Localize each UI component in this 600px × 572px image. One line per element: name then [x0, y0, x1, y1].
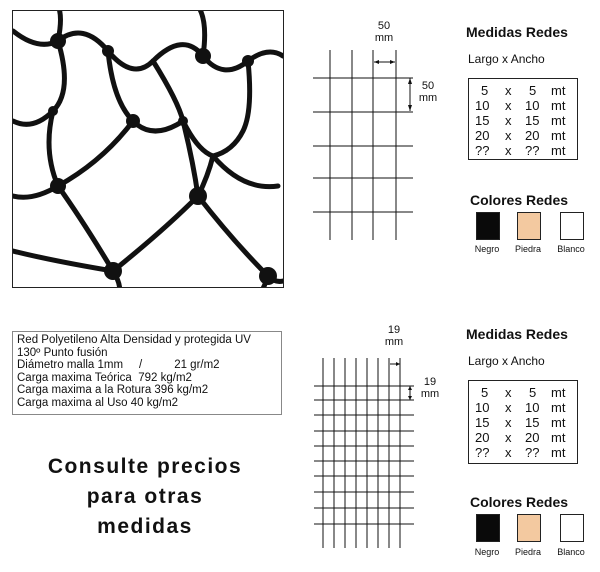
size-unit: mt [551, 385, 566, 400]
size-length: 10 [475, 98, 490, 113]
size-row [469, 98, 577, 113]
swatch-label: Blanco [557, 547, 585, 557]
swatch-label: Blanco [557, 244, 585, 254]
size-x: x [505, 143, 512, 158]
size-length: 5 [481, 385, 489, 400]
colors-title: Colores Redes [470, 494, 569, 510]
net-photo [12, 10, 284, 288]
swatch-label: Piedra [514, 244, 541, 254]
spec-line: Red Polyetileno Alta Densidad y protegida UV [17, 334, 251, 346]
mesh-height-label: 50 mm [418, 80, 438, 104]
size-unit: mt [551, 98, 566, 113]
size-row [469, 415, 577, 430]
mesh-diagram-50mm [310, 20, 460, 250]
mesh-height-label: 19 mm [420, 376, 440, 400]
size-width: 20 [525, 128, 540, 143]
promo-line: Consulte precios [47, 455, 243, 478]
size-row [469, 83, 577, 98]
promo-text [10, 452, 280, 542]
size-row [469, 113, 577, 128]
swatch-label: Negro [474, 244, 500, 254]
size-row [469, 143, 577, 158]
swatch-label: Piedra [514, 547, 541, 557]
mesh-width-label: 50 mm [374, 20, 394, 44]
sizes-table [468, 380, 578, 464]
spec-line: 130º Punto fusión [17, 346, 108, 359]
promo-line: medidas [97, 515, 193, 538]
net-photo-image [13, 11, 283, 287]
size-unit: mt [551, 143, 566, 158]
size-width: ?? [525, 143, 540, 158]
size-x: x [505, 415, 512, 430]
size-length: 10 [475, 400, 490, 415]
size-length: ?? [475, 143, 490, 158]
swatch-label: Negro [474, 547, 500, 557]
mesh-diagram-19mm [310, 322, 460, 562]
size-row [469, 128, 577, 143]
size-unit: mt [551, 83, 566, 98]
size-length: 20 [475, 128, 490, 143]
size-length: 15 [475, 113, 490, 128]
swatch-blanco [560, 212, 584, 240]
sizes-title: Medidas Redes [466, 24, 568, 40]
sizes-subtitle: Largo x Ancho [468, 354, 545, 368]
spec-line: Carga maxima Teórica 792 kg/m2 [17, 371, 192, 384]
size-width: 15 [525, 113, 540, 128]
colors-title: Colores Redes [470, 192, 569, 208]
size-row [469, 385, 577, 400]
size-length: ?? [475, 445, 490, 460]
mesh-grid-19mm [310, 322, 460, 562]
size-unit: mt [551, 415, 566, 430]
color-swatches [466, 212, 596, 258]
mesh-grid-50mm [310, 20, 460, 250]
size-unit: mt [551, 113, 566, 128]
color-swatches [466, 514, 596, 560]
sizes-title: Medidas Redes [466, 326, 568, 342]
size-length: 15 [475, 415, 490, 430]
swatch-piedra [517, 212, 541, 240]
size-x: x [505, 400, 512, 415]
size-width: 20 [525, 430, 540, 445]
sizes-table [468, 78, 578, 160]
size-row [469, 400, 577, 415]
size-unit: mt [551, 445, 566, 460]
size-x: x [505, 445, 512, 460]
swatch-negro [476, 212, 500, 240]
size-unit: mt [551, 430, 566, 445]
size-width: 5 [529, 385, 537, 400]
size-width: 10 [525, 98, 540, 113]
size-width: 15 [525, 415, 540, 430]
size-width: 5 [529, 83, 537, 98]
swatch-piedra [517, 514, 541, 542]
size-x: x [505, 128, 512, 143]
size-unit: mt [551, 128, 566, 143]
size-row [469, 445, 577, 460]
size-width: 10 [525, 400, 540, 415]
sizes-subtitle: Largo x Ancho [468, 52, 545, 66]
mesh-width-label: 19 mm [384, 324, 404, 348]
size-x: x [505, 385, 512, 400]
size-x: x [505, 83, 512, 98]
size-length: 20 [475, 430, 490, 445]
swatch-negro [476, 514, 500, 542]
size-x: x [505, 430, 512, 445]
spec-line: Carga maxima a la Rotura 396 kg/m2 [17, 384, 209, 396]
swatch-blanco [560, 514, 584, 542]
size-length: 5 [481, 83, 489, 98]
spec-box [12, 331, 282, 415]
size-width: ?? [525, 445, 540, 460]
size-row [469, 430, 577, 445]
spec-line: Diámetro malla 1mm / 21 gr/m2 [17, 359, 220, 371]
promo-line: para otras [86, 485, 204, 508]
spec-line: Carga maxima al Uso 40 kg/m2 [17, 396, 179, 409]
size-x: x [505, 98, 512, 113]
size-unit: mt [551, 400, 566, 415]
size-x: x [505, 113, 512, 128]
